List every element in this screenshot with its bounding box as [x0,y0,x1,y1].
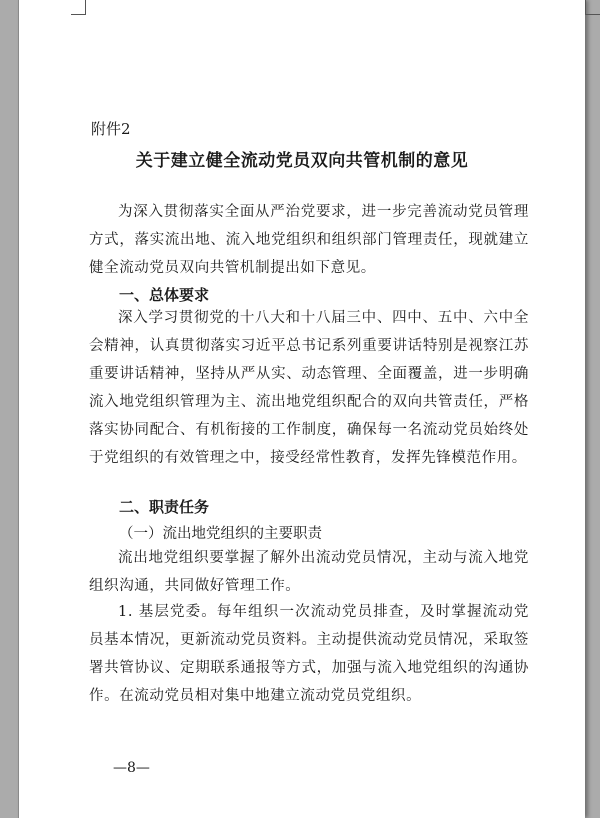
document-title: 关于建立健全流动党员双向共管机制的意见 [135,151,469,171]
page-number: —8— [113,760,150,776]
crop-mark-top-right [585,0,600,15]
attachment-label: 附件2 [91,120,131,138]
item-grassroots-committee: 1. 基层党委。每年组织一次流动党员排查，及时掌握流动党员基本情况，更新流动党员资料。主动提供流动党员情况，采取签署共管协议、定期联系通报等方式，加强与流入地党组织的沟通协作。在流动党员相对集中地建立流动党员党组织。 [89,604,529,704]
subsection-outflow-paragraph: 流出地党组织要掌握了解外出流动党员情况，主动与流入地党组织沟通，共同做好管理工作。 [89,550,529,594]
crop-mark-top-left [71,0,86,15]
section-heading-duties: 二、职责任务 [119,498,210,516]
section-general-paragraph: 深入学习贯彻党的十八大和十八届三中、四中、五中、六中全会精神，认真贯彻落实习近平总书记系列重要讲话特别是视察江苏重要讲话精神，坚持从严从实、动态管理、全面覆盖，进一步明确流入地党组织管理为主、流出地党组织配合的双向共管责任，严格落实协同配合、有机衔接的工作制度，确保每一名流动党员始终处于党组织的有效管理之中，接受经常性教育，发挥先锋模范作用。 [89,310,529,466]
subsection-heading-outflow: （一）流出地党组织的主要职责 [119,526,322,542]
intro-paragraph: 为深入贯彻落实全面从严治党要求，进一步完善流动党员管理方式，落实流出地、流入地党组织和组织部门管理责任，现就建立健全流动党员双向共管机制提出如下意见。 [89,204,529,276]
document-page [18,0,585,818]
section-heading-general: 一、总体要求 [119,286,210,304]
